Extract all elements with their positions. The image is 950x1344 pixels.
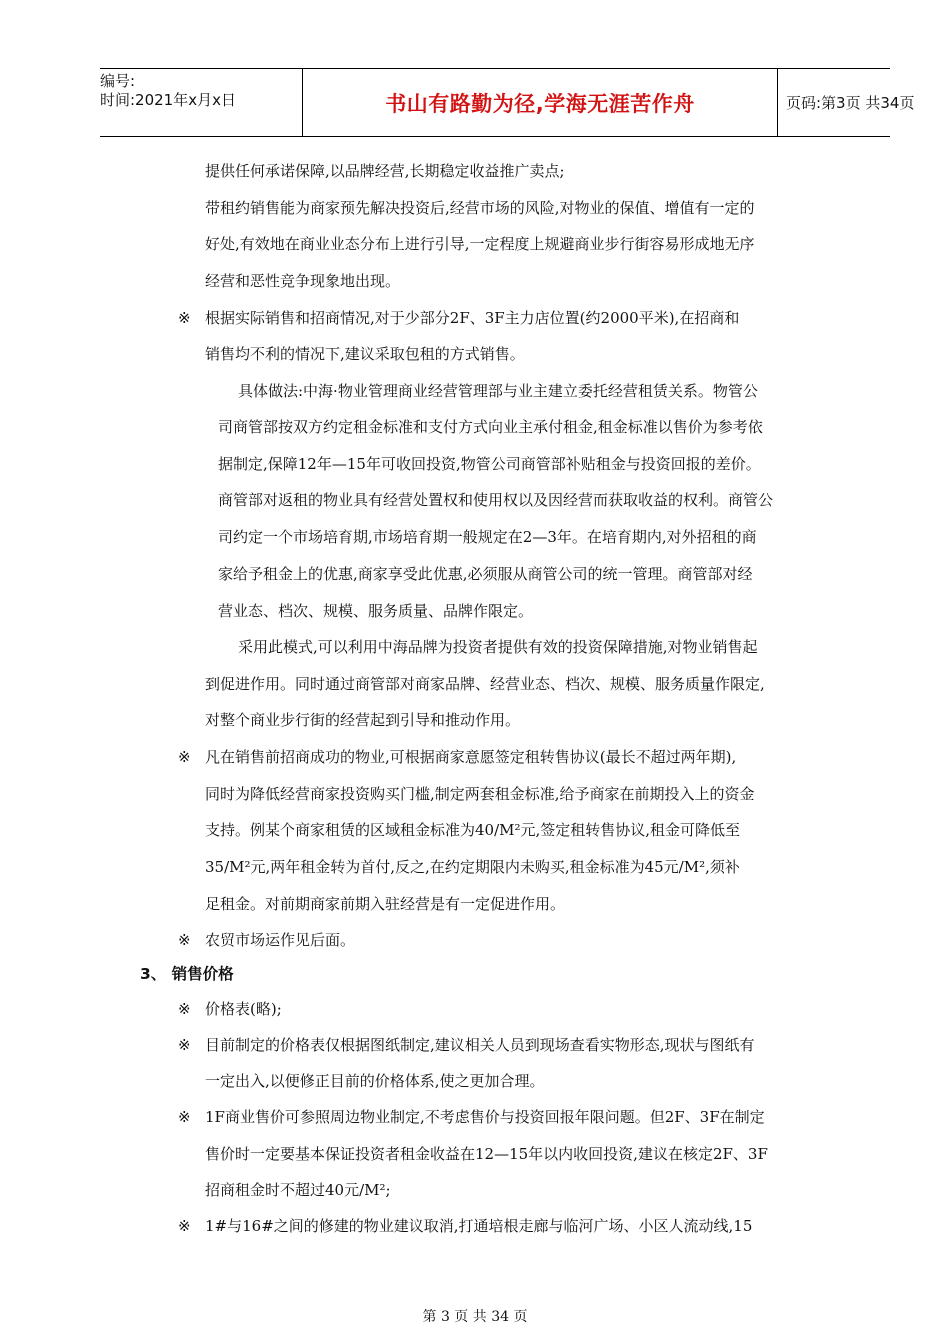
paragraph-line: 目前制定的价格表仅根据图纸制定,建议相关人员到现场查看实物形态,现状与图纸有 [205, 1036, 755, 1054]
paragraph-line: 售价时一定要基本保证投资者租金收益在12—15年以内收回投资,建议在核定2F、3F [205, 1145, 768, 1163]
bullet-mark: ※ [178, 748, 191, 766]
header-page-info: 页码:第3页 共34页 [786, 94, 915, 112]
paragraph-line: 带租约销售能为商家预先解决投资后,经营市场的风险,对物业的保值、增值有一定的 [205, 199, 755, 217]
paragraph-line: 对整个商业步行街的经营起到引导和推动作用。 [205, 711, 521, 729]
date-label: 时间:2021年x月x日 [100, 91, 236, 109]
bullet-mark: ※ [178, 309, 191, 327]
paragraph-line: 价格表(略); [205, 1000, 282, 1018]
paragraph-line: 家给予租金上的优惠,商家享受此优惠,必须服从商管公司的统一管理。商管部对经 [218, 565, 753, 583]
document-header [100, 68, 915, 137]
bullet-mark: ※ [178, 1217, 191, 1235]
header-motto-cell [302, 69, 778, 136]
paragraph-line: 营业态、档次、规模、服务质量、品牌作限定。 [218, 602, 534, 620]
paragraph-line: 司约定一个市场培育期,市场培育期一般规定在2—3年。在培育期内,对外招租的商 [218, 528, 757, 546]
paragraph-line: 到促进作用。同时通过商管部对商家品牌、经营业态、档次、规模、服务质量作限定, [205, 675, 765, 693]
paragraph-line: 足租金。对前期商家前期入驻经营是有一定促进作用。 [205, 895, 566, 913]
paragraph-line: 提供任何承诺保障,以品牌经营,长期稳定收益推广卖点; [205, 162, 565, 180]
paragraph-line: 支持。例某个商家租赁的区域租金标准为40/M²元,签定租转售协议,租金可降低至 [205, 821, 741, 839]
bullet-mark: ※ [178, 1108, 191, 1126]
paragraph-line: 司商管部按双方约定租金标准和支付方式向业主承付租金,租金标准以售价为参考依 [218, 418, 763, 436]
paragraph-line: 据制定,保障12年—15年可收回投资,物管公司商管部补贴租金与投资回报的差价。 [218, 455, 761, 473]
bullet-mark: ※ [178, 1000, 191, 1018]
bullet-mark: ※ [178, 1036, 191, 1054]
header-motto: 书山有路勤为径,学海无涯苦作舟 [385, 91, 695, 116]
paragraph-line: 1#与16#之间的修建的物业建议取消,打通培根走廊与临河广场、小区人流动线,15 [205, 1217, 753, 1235]
number-label: 编号: [100, 72, 136, 90]
paragraph-line: 招商租金时不超过40元/M²; [205, 1181, 391, 1199]
section-heading: 3、 销售价格 [140, 965, 234, 983]
paragraph-line: 具体做法:中海·物业管理商业经营管理部与业主建立委托经营租赁关系。物管公 [238, 382, 758, 400]
paragraph-line: 采用此模式,可以利用中海品牌为投资者提供有效的投资保障措施,对物业销售起 [238, 638, 758, 656]
paragraph-line: 35/M²元,两年租金转为首付,反之,在约定期限内未购买,租金标准为45元/M²,须补 [205, 858, 740, 876]
paragraph-line: 根据实际销售和招商情况,对于少部分2F、3F主力店位置(约2000平米),在招商和 [205, 309, 740, 327]
header-meta [100, 69, 302, 136]
paragraph-line: 经营和恶性竞争现象地出现。 [205, 272, 401, 290]
paragraph-line: 同时为降低经营商家投资购买门槛,制定两套租金标准,给予商家在前期投入上的资金 [205, 785, 755, 803]
paragraph-line: 商管部对返租的物业具有经营处置权和使用权以及因经营而获取收益的权利。商管公 [218, 491, 774, 509]
page-footer: 第 3 页 共 34 页 [422, 1309, 528, 1325]
paragraph-line: 好处,有效地在商业业态分布上进行引导,一定程度上规避商业步行街容易形成地无序 [205, 235, 755, 253]
paragraph-line: 1F商业售价可参照周边物业制定,不考虑售价与投资回报年限问题。但2F、3F在制定 [205, 1108, 765, 1126]
paragraph-line: 农贸市场运作见后面。 [205, 931, 356, 949]
paragraph-line: 一定出入,以便修正目前的价格体系,使之更加合理。 [205, 1072, 545, 1090]
header-page-cell [778, 69, 915, 136]
paragraph-line: 凡在销售前招商成功的物业,可根据商家意愿签定租转售协议(最长不超过两年期), [205, 748, 737, 766]
bullet-mark: ※ [178, 931, 191, 949]
paragraph-line: 销售均不利的情况下,建议采取包租的方式销售。 [205, 345, 525, 363]
